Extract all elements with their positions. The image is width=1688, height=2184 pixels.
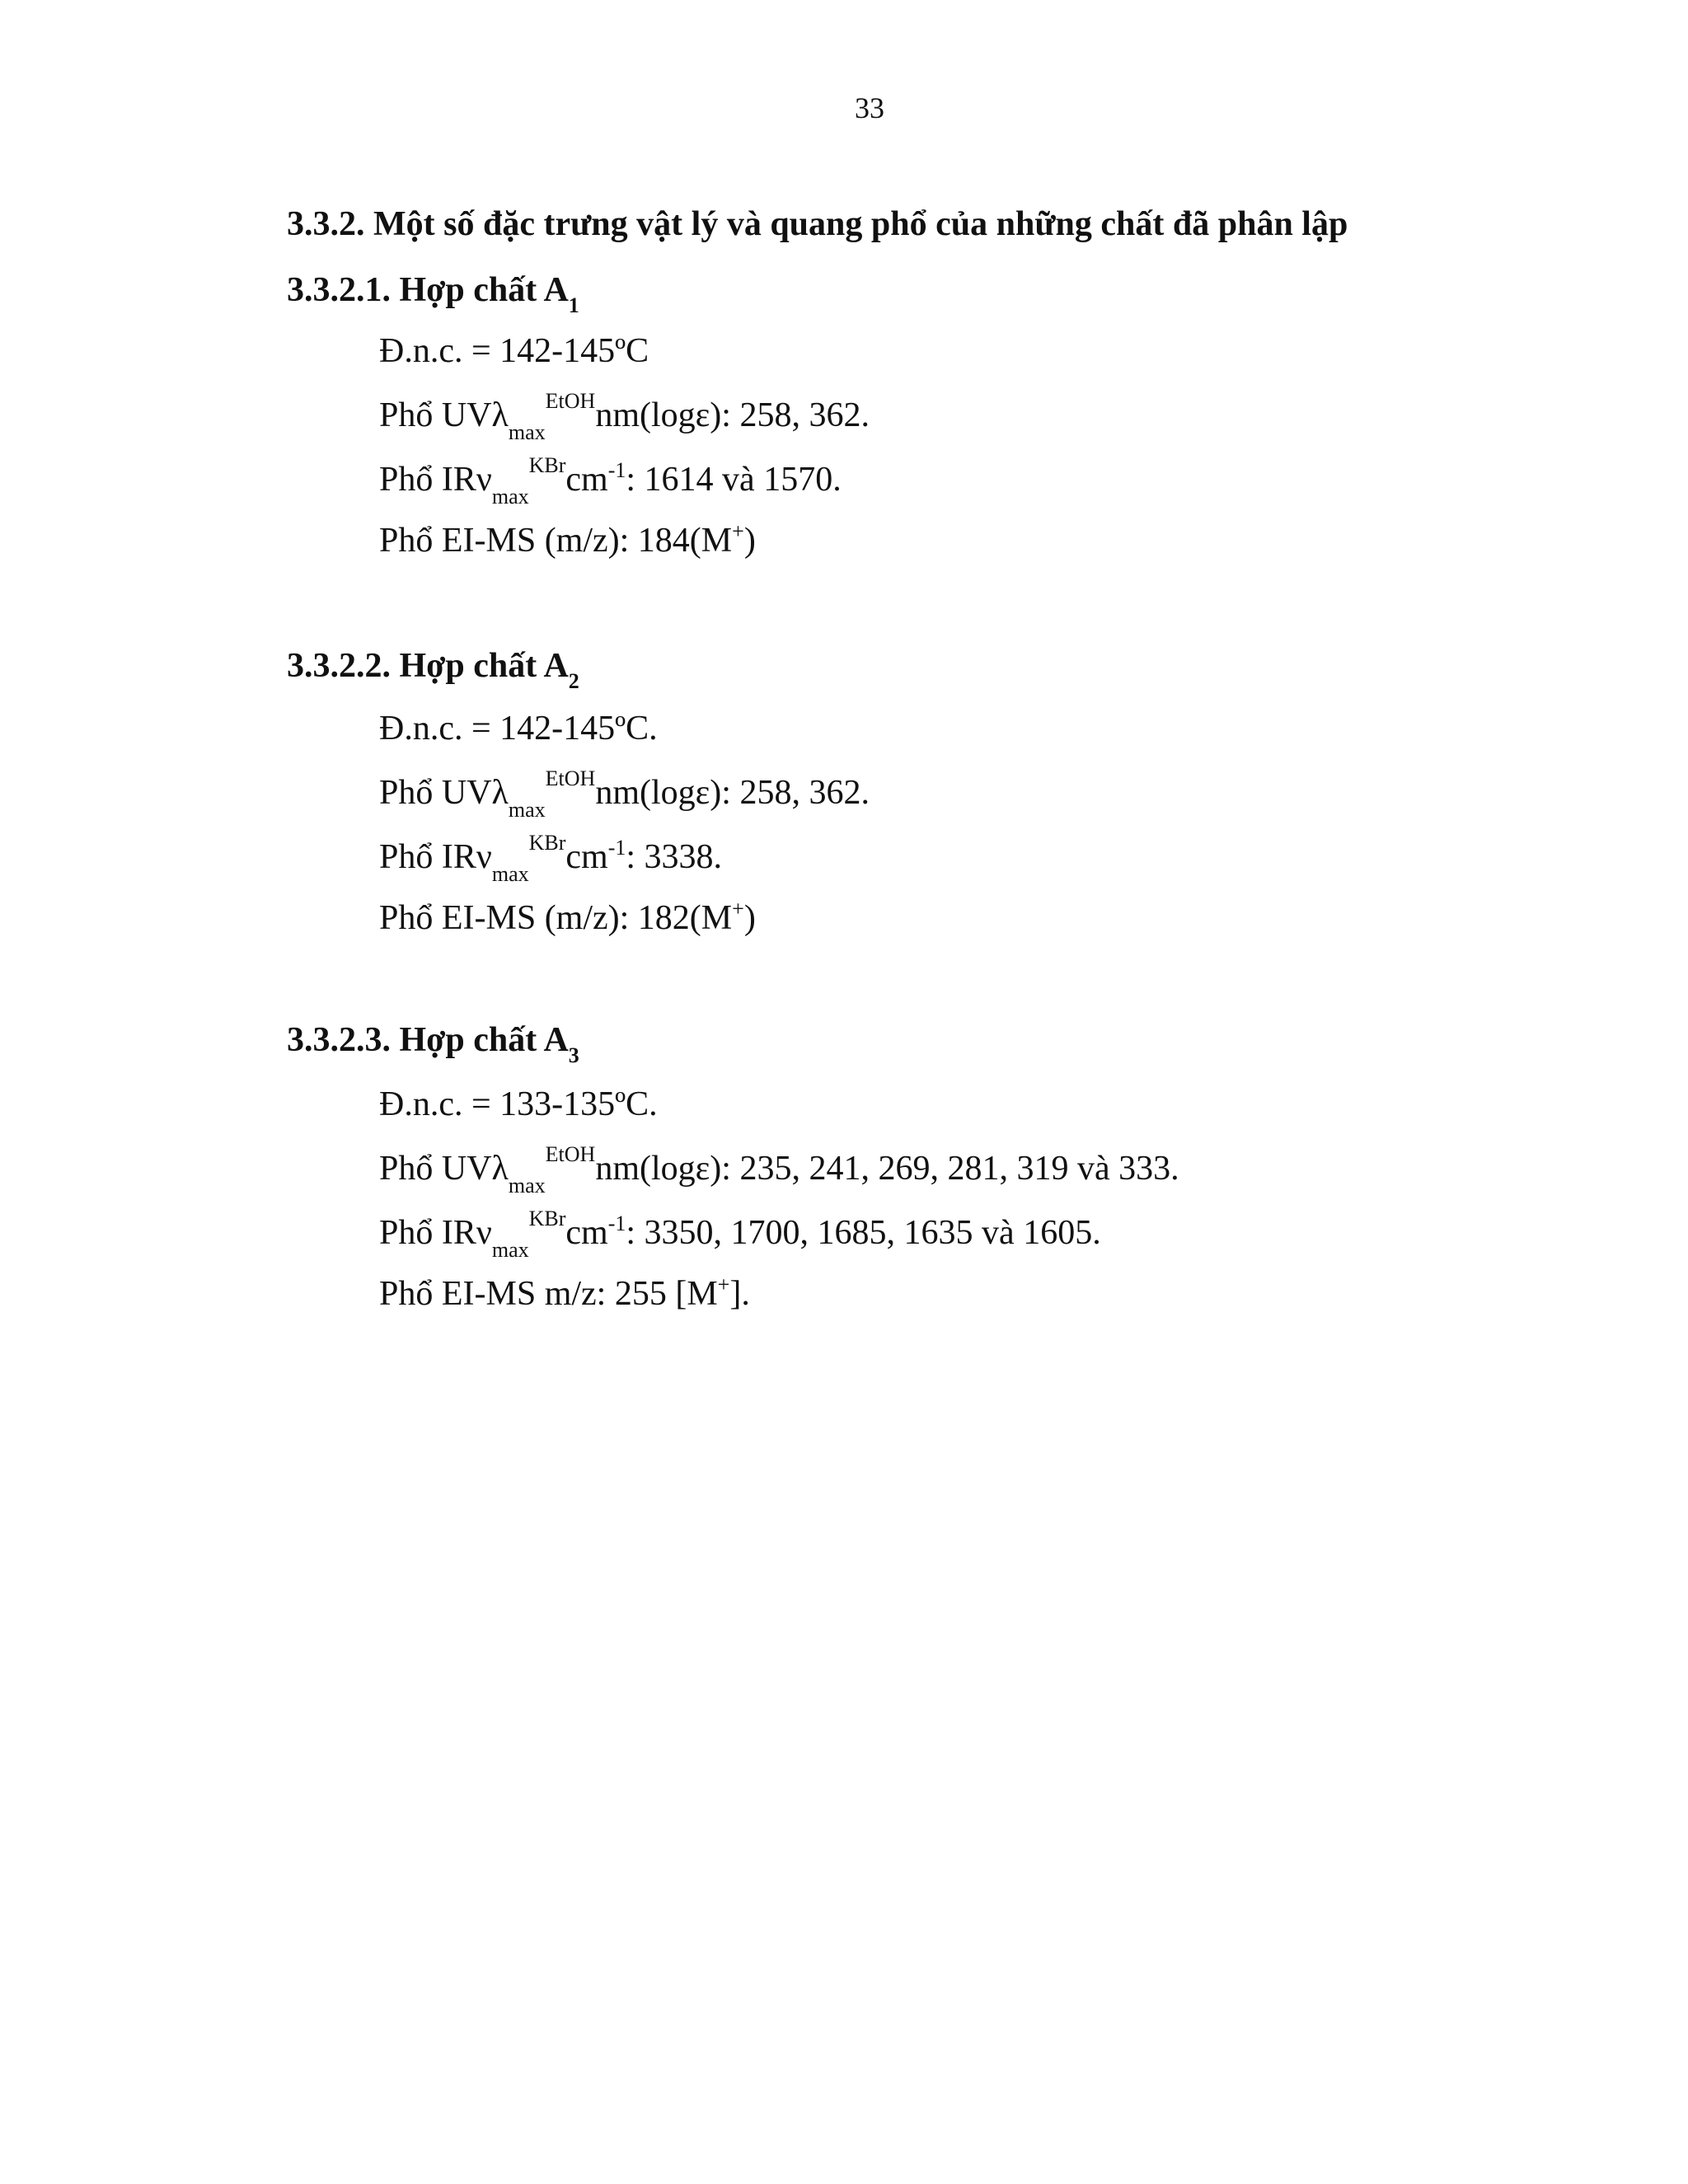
uv-superscript: EtOH — [545, 1142, 596, 1166]
compound-heading — [287, 1020, 579, 1067]
uv-label: Phổ UVλ — [379, 774, 509, 812]
uv-subscript: max — [508, 798, 546, 822]
ms-label: Phổ EI-MS m/z: 255 [M — [379, 1275, 718, 1313]
uv-spectrum — [379, 1142, 1179, 1197]
ms-spectrum — [379, 1274, 750, 1314]
page-number: 33 — [855, 91, 884, 124]
ir-superscript: KBr — [528, 453, 566, 477]
ir-spectrum — [379, 831, 723, 886]
ir-unit: cm — [565, 1214, 608, 1252]
ir-spectrum — [379, 1207, 1101, 1262]
compound-heading-text: 3.3.2.1. Hợp chất A — [287, 271, 569, 309]
ir-label: Phổ IRν — [379, 838, 492, 876]
uv-spectrum — [379, 766, 870, 822]
ms-superscript: + — [732, 897, 744, 921]
ir-values: : 1614 và 1570. — [626, 461, 842, 499]
ir-values: : 3338. — [626, 838, 723, 876]
uv-subscript: max — [508, 1174, 546, 1197]
ms-superscript: + — [717, 1272, 730, 1296]
uv-label: Phổ UVλ — [379, 396, 509, 434]
section-heading: 3.3.2. Một số đặc trưng vật lý và quang phổ của những chất đã phân lập — [287, 205, 1348, 243]
uv-values: nm(logε): 235, 241, 269, 281, 319 và 333. — [595, 1150, 1179, 1188]
ms-suffix: ) — [743, 522, 756, 560]
ms-label: Phổ EI-MS (m/z): 182(M — [379, 899, 733, 937]
ir-subscript: max — [491, 862, 529, 886]
ir-values: : 3350, 1700, 1685, 1635 và 1605. — [626, 1214, 1101, 1252]
melting-point: Đ.n.c. = 142-145ºC. — [379, 710, 658, 748]
compound-heading-subscript: 3 — [568, 1043, 579, 1067]
ir-unit-superscript: -1 — [607, 836, 626, 860]
ms-suffix: ) — [743, 899, 756, 937]
compound-heading-text: 3.3.2.3. Hợp chất A — [287, 1021, 569, 1059]
ir-spectrum — [379, 453, 842, 509]
ms-suffix: ]. — [729, 1275, 750, 1313]
ir-subscript: max — [491, 1238, 529, 1262]
ir-unit: cm — [565, 461, 608, 499]
uv-subscript: max — [508, 420, 546, 444]
ir-unit-superscript: -1 — [607, 458, 626, 482]
uv-superscript: EtOH — [545, 766, 596, 790]
ir-unit-superscript: -1 — [607, 1212, 626, 1235]
ms-superscript: + — [732, 519, 744, 543]
uv-superscript: EtOH — [545, 389, 596, 413]
ir-superscript: KBr — [528, 831, 566, 855]
ms-spectrum — [379, 898, 756, 938]
ir-subscript: max — [491, 485, 529, 509]
compound-heading-text: 3.3.2.2. Hợp chất A — [287, 647, 569, 685]
ir-label: Phổ IRν — [379, 461, 492, 499]
ms-spectrum — [379, 521, 756, 560]
uv-values: nm(logε): 258, 362. — [595, 396, 870, 434]
uv-spectrum — [379, 389, 870, 444]
compound-heading — [287, 646, 579, 693]
melting-point: Đ.n.c. = 142-145ºC — [379, 332, 649, 370]
ir-unit: cm — [565, 838, 608, 876]
melting-point: Đ.n.c. = 133-135ºC. — [379, 1085, 658, 1123]
ir-label: Phổ IRν — [379, 1214, 492, 1252]
compound-heading-subscript: 1 — [568, 293, 579, 317]
uv-values: nm(logε): 258, 362. — [595, 774, 870, 812]
ms-label: Phổ EI-MS (m/z): 184(M — [379, 522, 733, 560]
ir-superscript: KBr — [528, 1207, 566, 1230]
compound-heading — [287, 270, 579, 317]
compound-heading-subscript: 2 — [568, 669, 579, 693]
uv-label: Phổ UVλ — [379, 1150, 509, 1188]
